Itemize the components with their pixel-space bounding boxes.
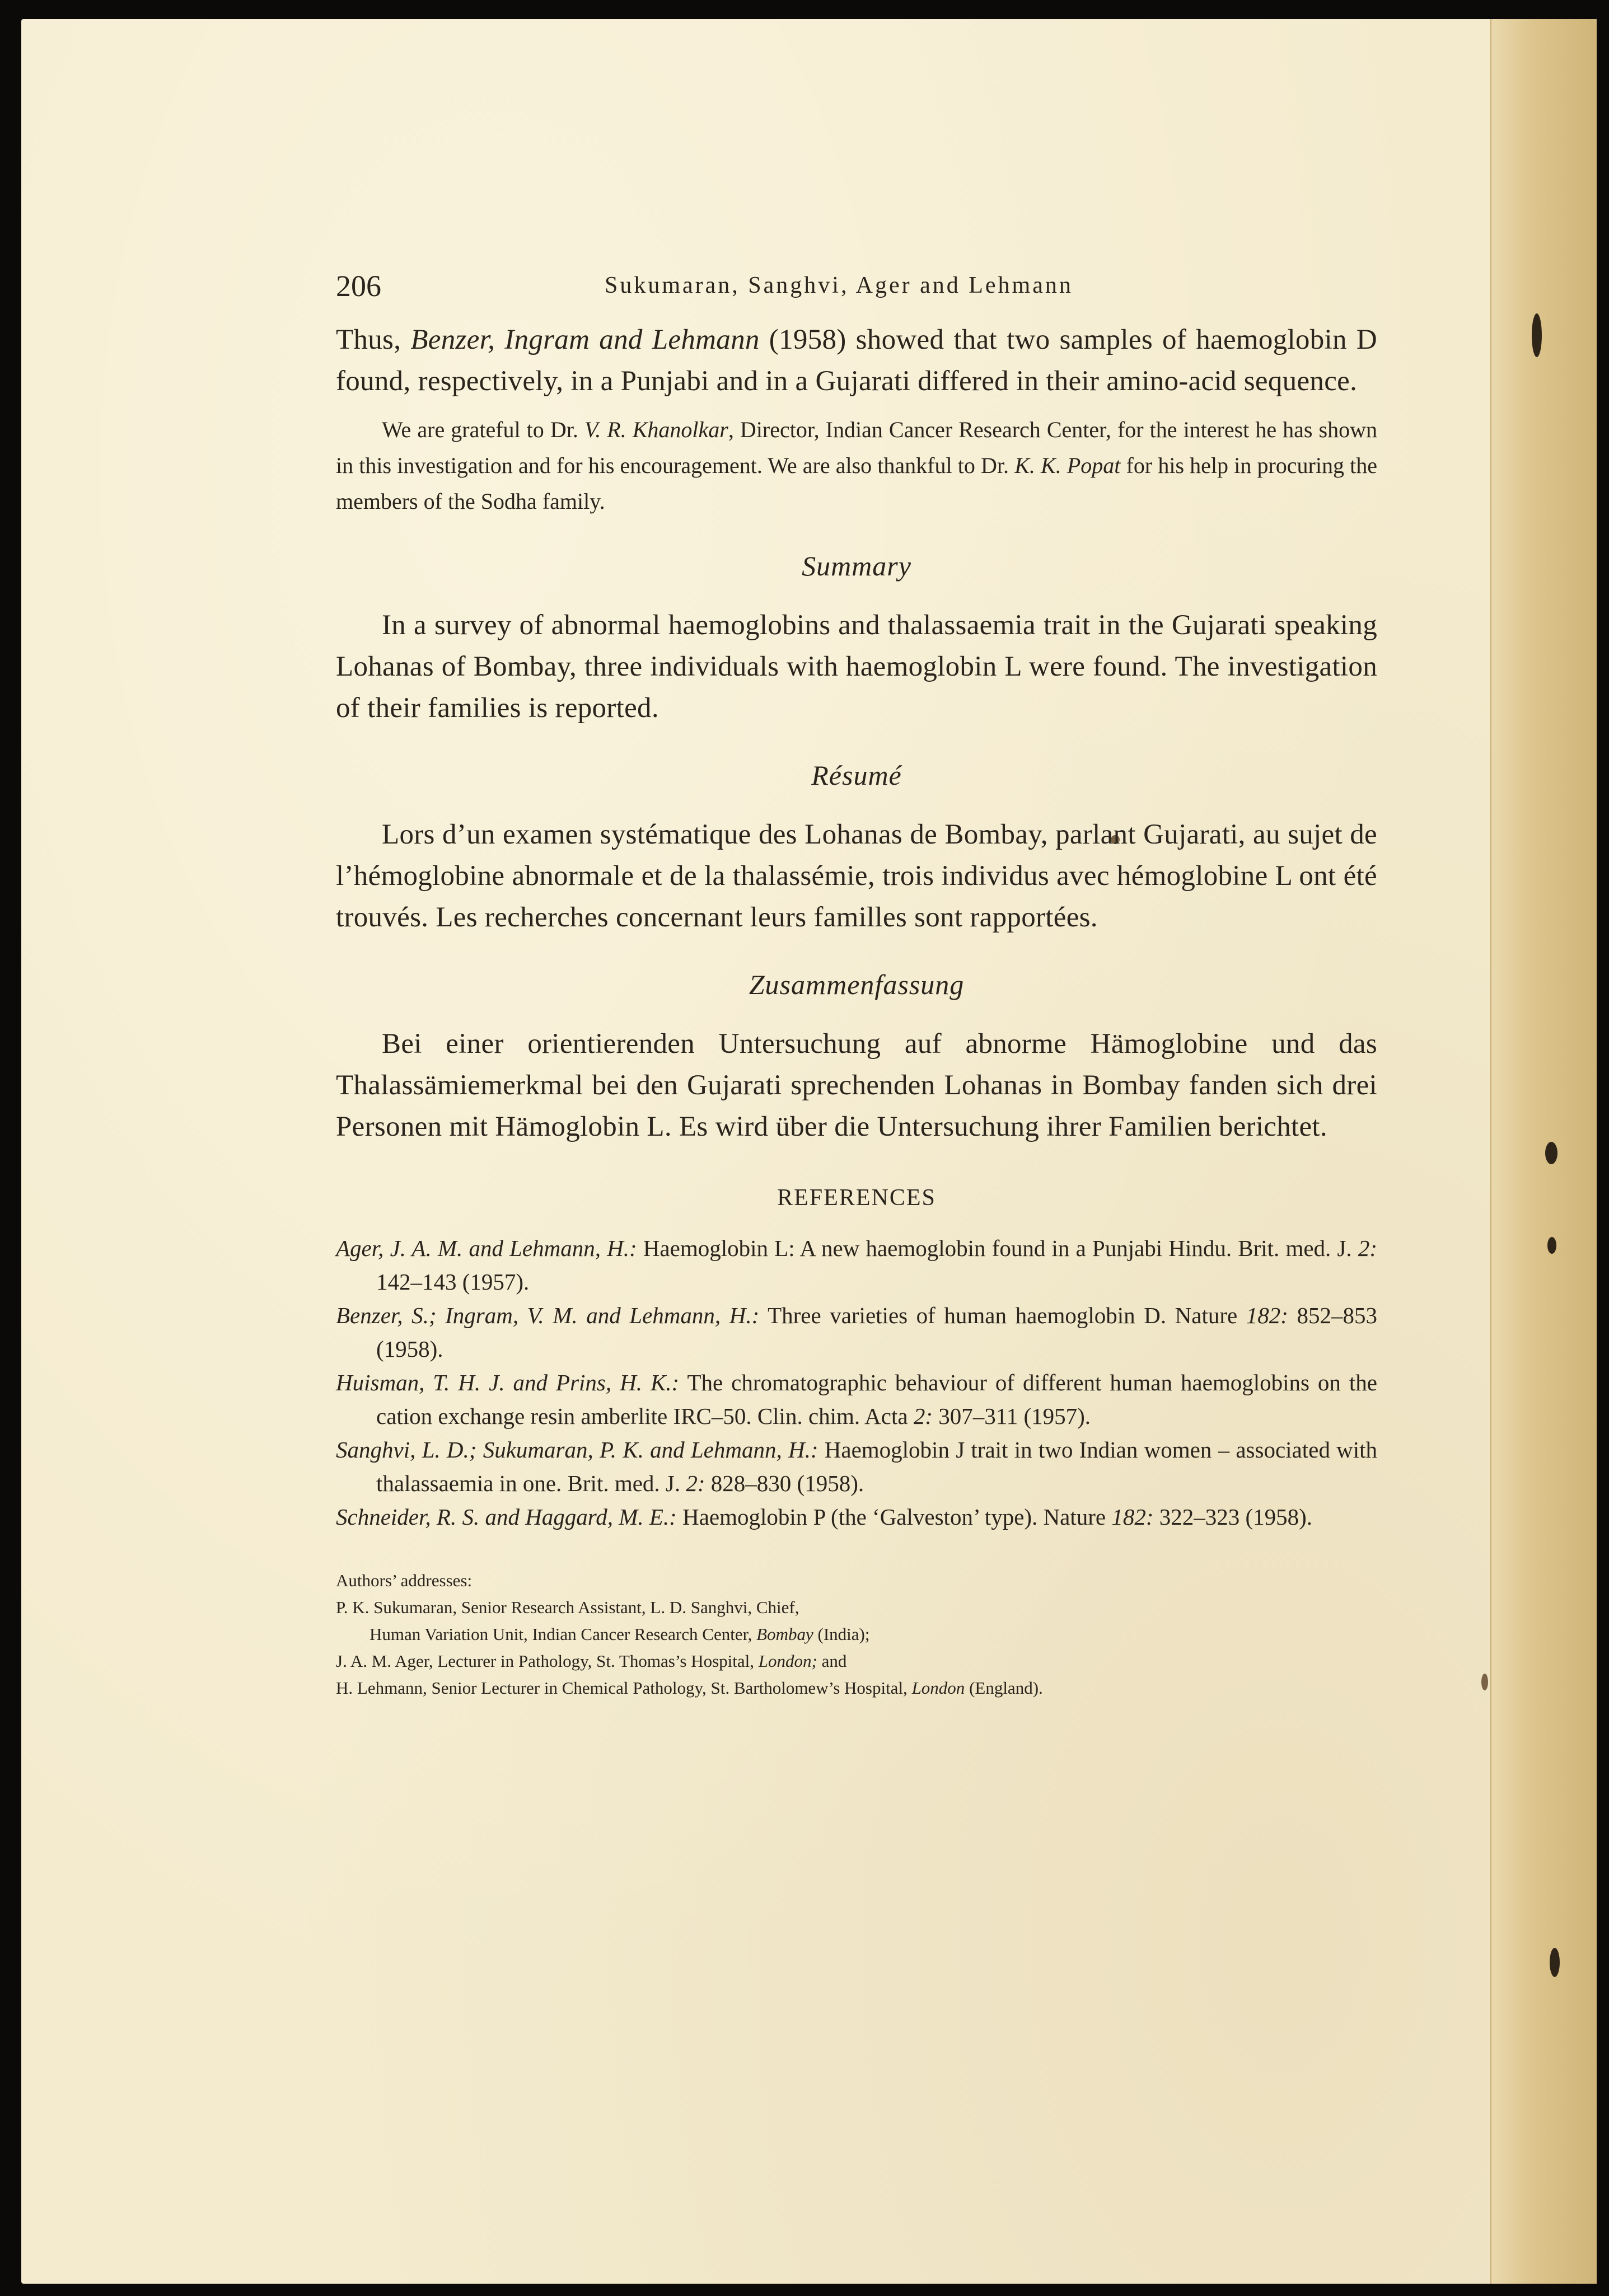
- ack-part1: We are grateful to Dr.: [382, 417, 584, 442]
- address-text: (England).: [965, 1678, 1043, 1698]
- reference-volume: 2:: [1358, 1235, 1377, 1261]
- ack-part3: for his help in procuring the members of the Sodha family.: [336, 453, 1377, 514]
- reference-authors: Benzer, S.; Ingram, V. M. and Lehmann, H.:: [336, 1302, 760, 1328]
- reference-title: Haemoglobin L: A new haemoglobin found in a Punjabi Hindu. Brit. med. J.: [637, 1235, 1358, 1261]
- address-line: [336, 1675, 1377, 1702]
- intro-authors: Benzer, Ingram and Lehmann: [410, 324, 760, 355]
- zusammenfassung-paragraph: Bei einer orientierenden Untersuchung auf abnorme Hämoglobine und das Thalassämiemerkmal bei den Gujarati sprechenden Lohanas in Bombay fanden sich drei Personen mit Hämoglobin L. Es wird über die Untersuchung ihrer Familien berichtet.: [336, 1028, 1377, 1142]
- address-line: P. K. Sukumaran, Senior Research Assistant, L. D. Sanghvi, Chief,: [336, 1597, 799, 1617]
- zusammenfassung-heading: Zusammenfassung: [749, 969, 965, 1000]
- running-title: Sukumaran, Sanghvi, Ager and Lehmann: [605, 273, 1073, 298]
- intro-lead: Thus,: [336, 324, 411, 355]
- reference-title: Three varieties of human haemoglobin D. Nature: [759, 1302, 1246, 1328]
- references-list: [336, 1231, 1377, 1534]
- address-city: London;: [758, 1651, 817, 1671]
- reference-volume: 182:: [1111, 1504, 1154, 1530]
- resume-paragraph: Lors d’un examen systématique des Lohanas de Bombay, parlant Gujarati, au sujet de l’hémoglobine abnormale et de la thalassémie, trois individus avec hémoglobine L ont été trouvés. Les recherches concernant leurs familles sont rapportées.: [336, 819, 1377, 933]
- acknowledgement-paragraph: [336, 412, 1377, 519]
- address-line: [336, 1621, 1377, 1648]
- stain-mark: [1547, 1237, 1556, 1254]
- resume-heading: Résumé: [811, 760, 902, 791]
- paper-edge: [1490, 19, 1597, 2284]
- running-head: [336, 269, 1377, 319]
- page-number: 206: [336, 269, 381, 303]
- reference-pages: 307–311 (1957).: [932, 1403, 1091, 1429]
- references-heading: REFERENCES: [777, 1185, 936, 1211]
- address-city: London: [911, 1678, 965, 1698]
- reference-pages: 322–323 (1958).: [1153, 1504, 1313, 1530]
- reference-title: Haemoglobin J trait in two Indian women – associated with thalassaemia in one. Brit. med. J.: [376, 1437, 1377, 1496]
- stain-mark: [1550, 1948, 1560, 1977]
- address-text: J. A. M. Ager, Lecturer in Pathology, St. Thomas’s Hospital,: [336, 1651, 759, 1671]
- reference-volume: 182:: [1246, 1302, 1288, 1328]
- reference-authors: Ager, J. A. M. and Lehmann, H.:: [336, 1235, 637, 1261]
- text-block: [336, 269, 1377, 1702]
- reference-pages: 142–143 (1957).: [376, 1269, 530, 1295]
- ack-name1: V. R. Khanolkar: [584, 417, 728, 442]
- summary-paragraph: In a survey of abnormal haemoglobins and thalassaemia trait in the Gujarati speaking Lohanas of Bombay, three individuals with haemoglobin L were found. The investigation of their families is reported.: [336, 610, 1377, 724]
- reference-item: [336, 1500, 1377, 1534]
- reference-authors: Huisman, T. H. J. and Prins, H. K.:: [336, 1370, 680, 1395]
- addresses-heading: Authors’ addresses:: [336, 1571, 473, 1590]
- stain-mark: [1532, 313, 1542, 357]
- reference-title: The chromatographic behaviour of different human haemoglobins on the cation exchange resin amberlite IRC–50. Clin. chim. Acta: [376, 1370, 1377, 1429]
- intro-paragraph: [336, 319, 1377, 402]
- address-text: H. Lehmann, Senior Lecturer in Chemical Pathology, St. Bartholomew’s Hospital,: [336, 1678, 912, 1698]
- stain-mark: [1481, 1674, 1488, 1690]
- ack-name2: K. K. Popat: [1014, 453, 1121, 478]
- address-line: [336, 1648, 1377, 1675]
- stain-mark: [1545, 1142, 1557, 1164]
- ack-part2: , Director, Indian Cancer Research Center, for the interest he has shown in this investigation and for his encouragement. We are also thankful to Dr.: [336, 417, 1378, 478]
- address-text: (India);: [813, 1624, 870, 1644]
- reference-item: [336, 1366, 1377, 1433]
- reference-authors: Schneider, R. S. and Haggard, M. E.:: [336, 1504, 677, 1530]
- reference-pages: 852–853 (1958).: [376, 1302, 1378, 1362]
- address-city: Bombay: [756, 1624, 813, 1644]
- reference-title: Haemoglobin P (the ‘Galveston’ type). Nature: [676, 1504, 1112, 1530]
- address-text: Human Variation Unit, Indian Cancer Research Center,: [369, 1624, 757, 1644]
- summary-heading: Summary: [802, 550, 911, 582]
- reference-volume: 2:: [913, 1403, 933, 1429]
- reference-volume: 2:: [686, 1470, 705, 1496]
- reference-pages: 828–830 (1958).: [705, 1470, 864, 1496]
- reference-item: [336, 1433, 1377, 1500]
- intro-rest: (1958) showed that two samples of haemoglobin D found, respectively, in a Punjabi and in a Gujarati differed in their amino-acid sequence.: [336, 324, 1377, 397]
- reference-item: [336, 1299, 1377, 1366]
- reference-item: [336, 1231, 1377, 1299]
- reference-authors: Sanghvi, L. D.; Sukumaran, P. K. and Lehmann, H.:: [336, 1437, 818, 1463]
- address-text: and: [817, 1651, 847, 1671]
- author-addresses: [336, 1567, 1377, 1702]
